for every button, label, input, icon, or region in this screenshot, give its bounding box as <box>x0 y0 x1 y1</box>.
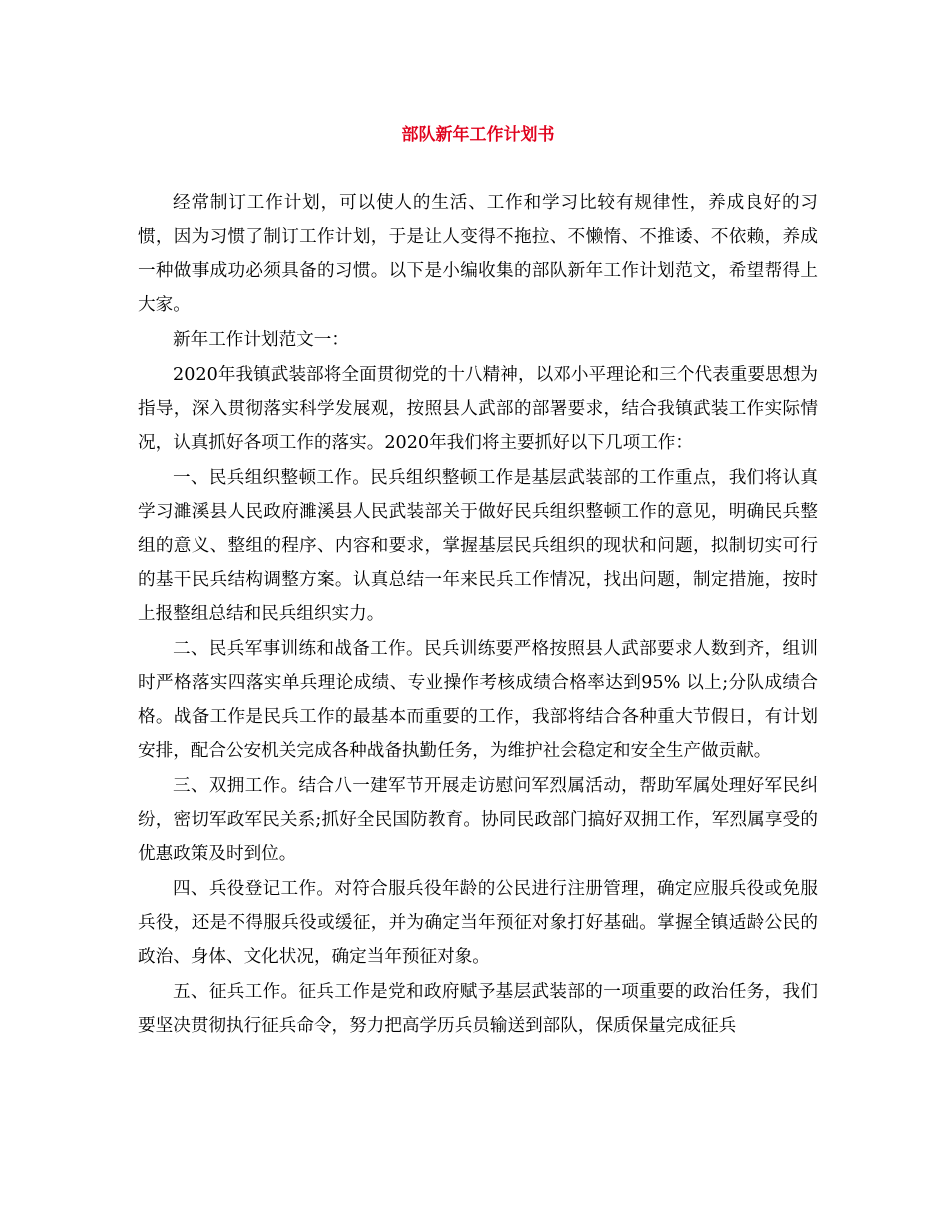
paragraph-conscription: 五、征兵工作。征兵工作是党和政府赋予基层武装部的一项重要的政治任务，我们要坚决贯彻执行征兵命令，努力把高学历兵员输送到部队，保质保量完成征兵 <box>138 982 818 1036</box>
document-title: 部队新年工作计划书 <box>401 125 555 145</box>
paragraph-sample-heading: 新年工作计划范文一： <box>173 330 349 350</box>
paragraph-military-registration: 四、兵役登记工作。对符合服兵役年龄的公民进行注册管理，确定应服兵役或免服兵役，还是不得服兵役或缓征，并为确定当年预征对象打好基础。掌握全镇适龄公民的政治、身体、文化状况，确定当年预征对象。 <box>138 879 818 967</box>
paragraph-militia-training: 二、民兵军事训练和战备工作。民兵训练要严格按照县人武部要求人数到齐，组训时严格落实四落实单兵理论成绩、专业操作考核成绩合格率达到95% 以上;分队成绩合格。战备工作是民兵工作的最基本而重要的工作，我部将结合各种重大节假日，有计划安排，配合公安机关完成各种战备执勤任务，为维护社会稳定和安全生产做贡献。 <box>138 639 818 761</box>
paragraph-overview: 2020年我镇武装部将全面贯彻党的十八精神，以邓小平理论和三个代表重要思想为指导，深入贯彻落实科学发展观，按照县人武部的部署要求，结合我镇武装工作实际情况，认真抓好各项工作的落实。2020年我们将主要抓好以下几项工作： <box>138 365 818 453</box>
paragraph-militia-organization: 一、民兵组织整顿工作。民兵组织整顿工作是基层武装部的工作重点，我们将认真学习濉溪县人民政府濉溪县人民武装部关于做好民兵组织整顿工作的意见，明确民兵整组的意义、整组的程序、内容和要求，掌握基层民兵组织的现状和问题，拟制切实可行的基干民兵结构调整方案。认真总结一年来民兵工作情况，找出问题，制定措施，按时上报整组总结和民兵组织实力。 <box>138 468 818 624</box>
paragraph-intro: 经常制订工作计划，可以使人的生活、工作和学习比较有规律性，养成良好的习惯，因为习惯了制订工作计划，于是让人变得不拖拉、不懒惰、不推诿、不依赖，养成一种做事成功必须具备的习惯。以下是小编收集的部队新年工作计划范文，希望帮得上大家。 <box>138 193 818 315</box>
paragraph-dual-support: 三、双拥工作。结合八一建军节开展走访慰问军烈属活动，帮助军属处理好军民纠纷，密切军政军民关系;抓好全民国防教育。协同民政部门搞好双拥工作，军烈属享受的优惠政策及时到位。 <box>138 776 818 864</box>
